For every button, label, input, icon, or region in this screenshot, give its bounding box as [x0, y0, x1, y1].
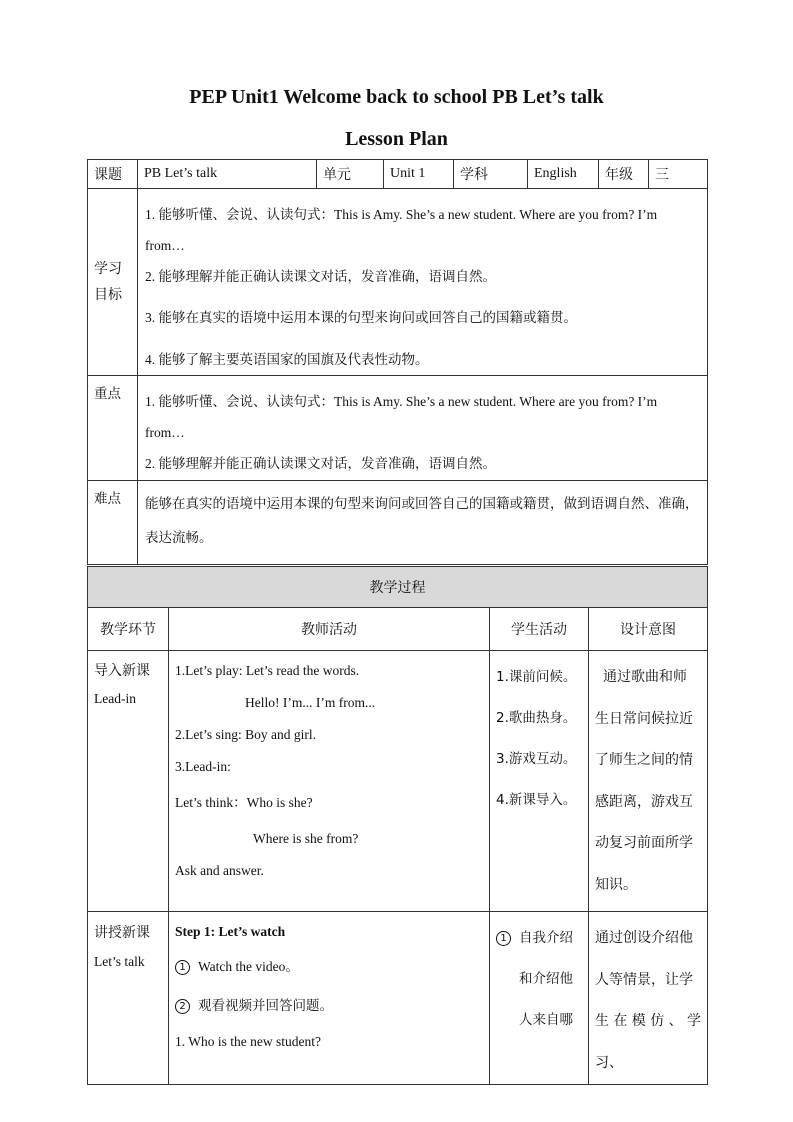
difficulty-line: 能够在真实的语境中运用本课的句型来询问或回答自己的国籍或籍贯，做到语调自然、准确，: [145, 496, 699, 512]
teacher-line: Where is she from?: [253, 831, 359, 846]
key-point-line: 2. 能够理解并能正确认读课文对话，发音准确，语调自然。: [145, 456, 496, 471]
difficulties-label: 难点: [88, 481, 138, 565]
col-header-teacher: 教师活动: [169, 608, 490, 651]
key-point-line: 1. 能够听懂、会说、认读句式：This is Amy. She’s a new student. Where are you from? I’m: [145, 394, 658, 409]
objectives-row: [88, 189, 708, 376]
difficulty-line: 表达流畅。: [145, 530, 213, 546]
key-points-row: [88, 376, 708, 481]
circled-number-1: 1: [175, 960, 190, 975]
document-subtitle: Lesson Plan: [345, 128, 448, 150]
objective-line: 4. 能够了解主要英语国家的国旗及代表性动物。: [145, 352, 429, 367]
lead-in-student: [490, 651, 589, 912]
objective-line: 3. 能够在真实的语境中运用本课的句型来询问或回答自己的国籍或籍贯。: [145, 310, 577, 325]
teacher-line: Hello! I’m... I’m from...: [245, 695, 376, 710]
step-title: Step 1: Let’s watch: [175, 924, 286, 939]
topic-value: PB Let’s talk: [138, 160, 317, 189]
student-line: 人来自哪: [519, 1012, 573, 1028]
process-title: 教学过程: [88, 567, 708, 608]
lead-in-teacher: [169, 651, 490, 912]
lead-in-design: [589, 651, 708, 912]
header-row: [88, 160, 708, 189]
student-line: 和介绍他: [519, 971, 573, 987]
teacher-line: Let’s think：Who is she?: [175, 795, 313, 810]
process-column-headers: [88, 608, 708, 651]
lead-in-row: [88, 651, 708, 912]
design-line: 了师生之间的情: [595, 752, 693, 768]
design-line: 通过歌曲和师: [603, 669, 687, 685]
teaching-process-table: [87, 566, 708, 1085]
design-line: 人等情景，让学: [595, 971, 693, 988]
lesson-info-table: [87, 159, 708, 565]
watch-line: 1 Watch the video。: [175, 948, 483, 986]
col-header-design: 设计意图: [589, 608, 708, 651]
key-points-content: [138, 376, 708, 481]
topic-label: 课题: [88, 160, 138, 189]
question-line: 1. Who is the new student?: [175, 1034, 321, 1049]
grade-label: 年级: [599, 160, 649, 189]
subject-label: 学科: [454, 160, 528, 189]
design-line: 感距离，游戏互: [595, 793, 693, 810]
student-line: 3.游戏互动。: [496, 751, 577, 767]
new-lesson-stage: 讲授新课 Let’s talk: [88, 912, 169, 1085]
teacher-line: 3.Lead-in:: [175, 759, 231, 774]
design-line: 生日常问候拉近: [595, 710, 693, 727]
teacher-line: Ask and answer.: [175, 863, 264, 878]
design-line: 动复习前面所学: [595, 835, 693, 851]
objective-line: from…: [145, 238, 185, 253]
col-header-student: 学生活动: [490, 608, 589, 651]
student-line: 2.歌曲热身。: [496, 710, 577, 726]
difficulties-row: [88, 481, 708, 565]
unit-label: 单元: [317, 160, 384, 189]
student-line: 4.新课导入。: [496, 792, 577, 808]
process-title-row: [88, 567, 708, 608]
new-lesson-row: [88, 912, 708, 1085]
circled-number-2: 2: [175, 999, 190, 1014]
col-header-stage: 教学环节: [88, 608, 169, 651]
student-line: 1 自我介绍: [496, 918, 582, 959]
objectives-content: [138, 189, 708, 376]
design-line: 通过创设介绍他: [595, 930, 693, 946]
key-points-label: 重点: [88, 376, 138, 481]
objectives-label: 学习 目标: [88, 189, 138, 376]
objective-line: 1. 能够听懂、会说、认读句式：This is Amy. She’s a new student. Where are you from? I’m: [145, 207, 658, 222]
circled-number-1: 1: [496, 931, 511, 946]
teacher-line: 2.Let’s sing: Boy and girl.: [175, 727, 316, 742]
new-lesson-teacher: [169, 912, 490, 1085]
lead-in-stage: 导入新课 Lead-in: [88, 651, 169, 912]
student-line: 1.课前问候。: [496, 669, 577, 685]
objective-line: 2. 能够理解并能正确认读课文对话，发音准确，语调自然。: [145, 269, 496, 284]
design-line: 生在模仿、学习、: [595, 1013, 701, 1071]
teacher-line: 1.Let’s play: Let’s read the words.: [175, 663, 360, 678]
difficulties-content: [138, 481, 708, 565]
design-line: 知识。: [595, 876, 637, 893]
new-lesson-student: [490, 912, 589, 1085]
answer-line: 2 观看视频并回答问题。: [175, 986, 483, 1026]
new-lesson-design: [589, 912, 708, 1085]
grade-value: 三: [649, 160, 708, 189]
subject-value: English: [528, 160, 599, 189]
document-title: PEP Unit1 Welcome back to school PB Let’s talk: [189, 86, 604, 108]
key-point-line: from…: [145, 425, 185, 440]
unit-value: Unit 1: [384, 160, 454, 189]
